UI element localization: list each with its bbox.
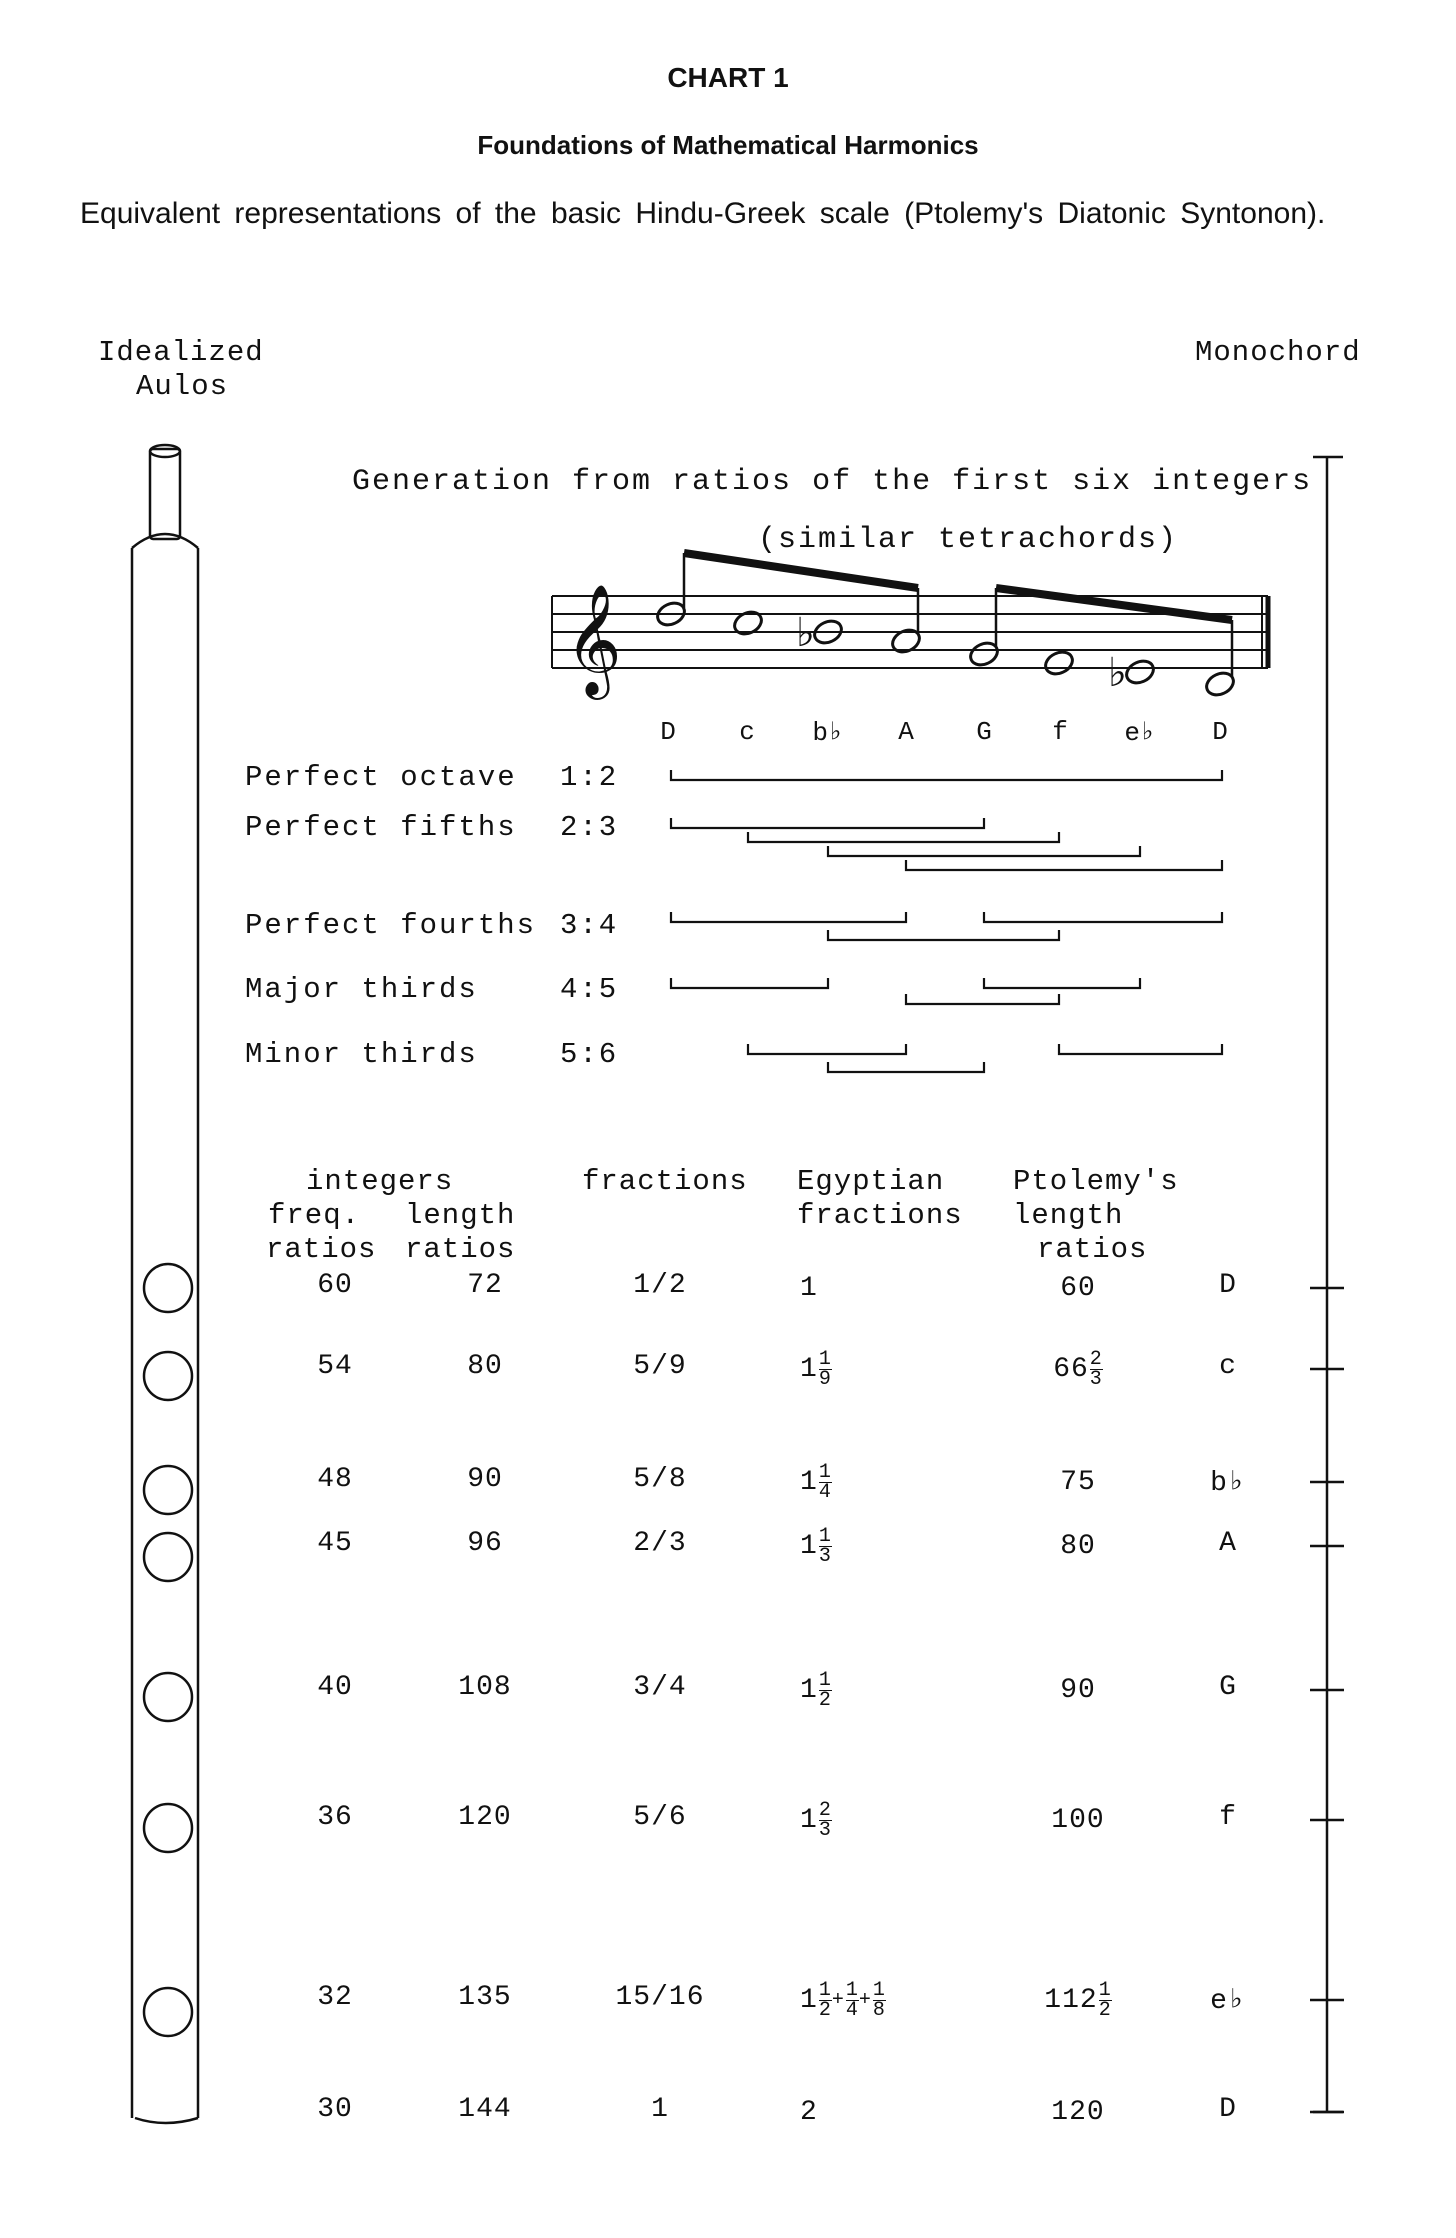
aulos-bulb-top bbox=[132, 534, 198, 548]
flat-icon: ♭ bbox=[796, 610, 815, 656]
aulos-drawing bbox=[132, 445, 198, 2123]
note-label: G bbox=[976, 717, 992, 747]
finger-hole bbox=[144, 1533, 192, 1581]
header-integers: integers bbox=[306, 1165, 454, 1198]
aulos-label-line1: Idealized bbox=[98, 336, 264, 369]
interval-ratio: 2:3 bbox=[560, 811, 619, 844]
table-cell-note: e♭ bbox=[1210, 1986, 1246, 2017]
bracket-minor-third bbox=[1059, 1044, 1222, 1054]
table-cell-note: f bbox=[1219, 1802, 1237, 1833]
table-cell-length: 108 bbox=[458, 1672, 512, 1703]
bracket-fourth bbox=[671, 912, 906, 922]
interval-ratio: 3:4 bbox=[560, 909, 619, 942]
header-fractions: fractions bbox=[582, 1165, 748, 1198]
monochord-label: Monochord bbox=[1195, 336, 1361, 369]
header-length: length bbox=[405, 1199, 516, 1232]
finger-hole bbox=[144, 1804, 192, 1852]
generation-title: Generation from ratios of the first six integers bbox=[352, 465, 1313, 499]
table-cell-freq: 32 bbox=[317, 1982, 353, 2013]
table-cell-ptolemy: 80 bbox=[1060, 1530, 1096, 1562]
table-cell-fraction: 3/4 bbox=[633, 1672, 687, 1703]
header-ptolemy-ratios: ratios bbox=[1037, 1233, 1148, 1266]
aulos-finger-holes bbox=[144, 1264, 192, 2036]
monochord-drawing bbox=[1310, 457, 1344, 2112]
table-cell-fraction: 1/2 bbox=[633, 1270, 687, 1301]
bracket-fifth bbox=[906, 860, 1222, 870]
finger-hole bbox=[144, 1352, 192, 1400]
header-freq-ratios: ratios bbox=[266, 1233, 377, 1266]
table-cell-freq: 54 bbox=[317, 1351, 353, 1382]
interval-name: Perfect fifths bbox=[245, 811, 517, 844]
table-cell-egyptian: 1 $\frac{1}{2}$ + $\frac{1}{4}$ + $\frac{1}{8}$ bbox=[800, 1978, 886, 2022]
header-freq: freq. bbox=[268, 1199, 361, 1232]
table-cell-freq: 40 bbox=[317, 1672, 353, 1703]
table-cell-egyptian: 1 $\frac{1}{2}$ bbox=[800, 1668, 832, 1712]
note-label: f bbox=[1052, 717, 1068, 747]
header-egyptian: Egyptian bbox=[797, 1165, 945, 1198]
interval-name: Major thirds bbox=[245, 973, 478, 1006]
table-cell-length: 96 bbox=[467, 1528, 503, 1559]
finger-hole bbox=[144, 1466, 192, 1514]
table-cell-freq: 36 bbox=[317, 1802, 353, 1833]
table-cell-ptolemy: 100 bbox=[1051, 1804, 1105, 1836]
aulos-bottom bbox=[135, 2118, 198, 2123]
bracket-major-third bbox=[906, 994, 1059, 1004]
aulos-label-line2: Aulos bbox=[136, 370, 229, 403]
table-cell-note: G bbox=[1219, 1672, 1237, 1703]
header-ptolemy: Ptolemy's bbox=[1013, 1165, 1179, 1198]
flat-signs bbox=[796, 610, 1127, 696]
table-cell-fraction: 2/3 bbox=[633, 1528, 687, 1559]
note-label: D bbox=[1212, 717, 1228, 747]
table-cell-length: 72 bbox=[467, 1270, 503, 1301]
aulos-mouthpiece bbox=[150, 449, 180, 539]
generation-subtitle: (similar tetrachords) bbox=[758, 523, 1179, 557]
table-cell-note: c bbox=[1219, 1351, 1237, 1382]
bracket-minor-third bbox=[748, 1044, 906, 1054]
note-label: D bbox=[660, 717, 676, 747]
intro-text: Equivalent representations of the basic Hindu-Greek scale (Ptolemy's Diatonic Syntonon). bbox=[80, 197, 1326, 230]
note-c bbox=[731, 608, 765, 638]
table-cell-length: 120 bbox=[458, 1802, 512, 1833]
header-length-ratios: ratios bbox=[405, 1233, 516, 1266]
table-cell-freq: 48 bbox=[317, 1464, 353, 1495]
finger-hole bbox=[144, 1673, 192, 1721]
table-cell-ptolemy: 90 bbox=[1060, 1674, 1096, 1706]
table-cell-ptolemy: 120 bbox=[1051, 2096, 1105, 2128]
aulos-mouthpiece-top bbox=[150, 445, 180, 457]
table-cell-fraction: 1 bbox=[651, 2094, 669, 2125]
table-cell-freq: 30 bbox=[317, 2094, 353, 2125]
table-cell-ptolemy: 60 bbox=[1060, 1272, 1096, 1304]
table-cell-egyptian: 1 $\frac{1}{4}$ bbox=[800, 1460, 832, 1504]
note-eflat bbox=[1123, 657, 1157, 687]
music-notes bbox=[654, 553, 1237, 699]
bracket-octave bbox=[671, 770, 1222, 780]
note-f bbox=[1042, 648, 1076, 678]
table-cell-length: 90 bbox=[467, 1464, 503, 1495]
chart-subtitle: Foundations of Mathematical Harmonics bbox=[477, 130, 979, 160]
finger-hole bbox=[144, 1988, 192, 2036]
table-cell-note: D bbox=[1219, 2094, 1237, 2125]
note-label: c bbox=[739, 717, 755, 747]
table-cell-freq: 60 bbox=[317, 1270, 353, 1301]
interval-name: Minor thirds bbox=[245, 1038, 478, 1071]
table-cell-fraction: 5/6 bbox=[633, 1802, 687, 1833]
note-label: b♭ bbox=[812, 718, 844, 748]
chart-title: CHART 1 bbox=[667, 62, 789, 93]
interval-ratio: 1:2 bbox=[560, 761, 619, 794]
table-cell-ptolemy: 112 $\frac{1}{2}$ bbox=[1044, 1978, 1112, 2022]
bracket-major-third bbox=[984, 978, 1140, 988]
bracket-fifth bbox=[748, 832, 1059, 842]
interval-ratio: 5:6 bbox=[560, 1038, 619, 1071]
table-cell-fraction: 5/8 bbox=[633, 1464, 687, 1495]
interval-name: Perfect fourths bbox=[245, 909, 537, 942]
table-cell-egyptian: 1 $\frac{2}{3}$ bbox=[800, 1798, 832, 1842]
bracket-fifth bbox=[671, 818, 984, 828]
header-egyptian-fractions: fractions bbox=[797, 1199, 963, 1232]
table-cell-fraction: 5/9 bbox=[633, 1351, 687, 1382]
note-label: e♭ bbox=[1124, 718, 1156, 748]
interval-ratio: 4:5 bbox=[560, 973, 619, 1006]
bracket-fifth bbox=[828, 846, 1140, 856]
table-cell-length: 135 bbox=[458, 1982, 512, 2013]
treble-clef-icon: 𝄞 bbox=[565, 583, 622, 695]
bracket-fourth bbox=[984, 912, 1222, 922]
finger-hole bbox=[144, 1264, 192, 1312]
table-cell-ptolemy: 75 bbox=[1060, 1466, 1096, 1498]
bracket-major-third bbox=[671, 978, 828, 988]
table-cell-egyptian: 1 $\frac{1}{3}$ bbox=[800, 1524, 832, 1568]
note-label: A bbox=[898, 717, 914, 747]
table-cell-length: 80 bbox=[467, 1351, 503, 1382]
table-cell-fraction: 15/16 bbox=[615, 1982, 705, 2013]
table-cell-egyptian: 1 bbox=[800, 1272, 818, 1304]
table-cell-egyptian: 1 $\frac{1}{9}$ bbox=[800, 1347, 832, 1391]
bracket-minor-third bbox=[828, 1062, 984, 1072]
table-cell-note: b♭ bbox=[1210, 1468, 1246, 1499]
header-ptolemy-length: length bbox=[1013, 1199, 1124, 1232]
flat-icon: ♭ bbox=[1108, 650, 1127, 696]
bracket-fourth bbox=[828, 930, 1059, 940]
table-cell-egyptian: 2 bbox=[800, 2096, 818, 2128]
interval-name: Perfect octave bbox=[245, 761, 517, 794]
table-cell-note: A bbox=[1219, 1528, 1237, 1559]
table-cell-ptolemy: 66 $\frac{2}{3}$ bbox=[1053, 1347, 1103, 1391]
interval-brackets bbox=[671, 770, 1222, 1072]
table-cell-length: 144 bbox=[458, 2094, 512, 2125]
table-cell-note: D bbox=[1219, 1270, 1237, 1301]
table-cell-freq: 45 bbox=[317, 1528, 353, 1559]
